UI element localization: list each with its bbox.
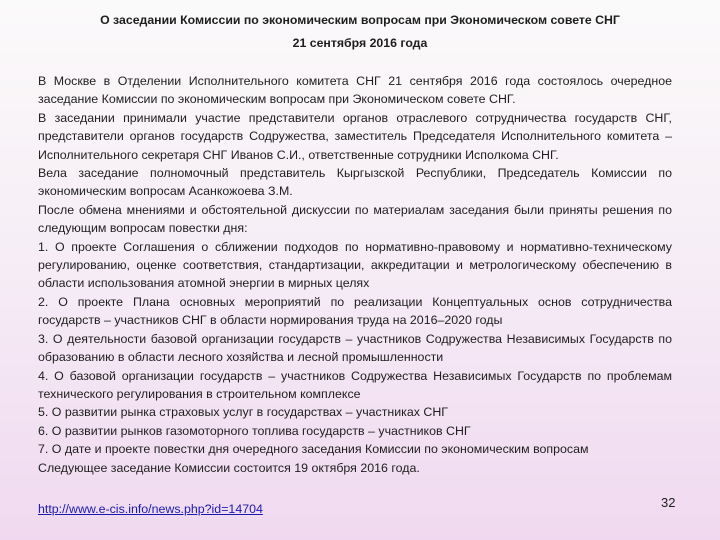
agenda-item-3: 3. О деятельности базовой организации государств – участников Содружества Независимых Государств по образованию в области лесного хозяйства и лесной промышленности <box>38 331 672 365</box>
paragraph-meeting-held: В Москве в Отделении Исполнительного комитета СНГ 21 сентября 2016 года состоялось очередное заседание Комиссии по экономическим вопросам при Экономическом совете СНГ. <box>38 74 672 107</box>
slide-title <box>20 9 700 55</box>
agenda-item-7: 7. О дате и проекте повестки дня очередного заседания Комиссии по экономическим вопросам <box>38 442 589 457</box>
agenda-item-2: 2. О проекте Плана основных мероприятий по реализации Концептуальных основ сотрудничества государств – участников СНГ в области нормирования труда на 2016–2020 годы <box>38 294 672 328</box>
paragraph-decisions: После обмена мнениями и обстоятельной дискуссии по материалам заседания были приняты решения по следующим вопросам повестки дня: <box>38 202 672 236</box>
agenda-item-4: 4. О базовой организации государств – участников Содружества Независимых Государств по проблемам технического регулирования в строительном комплексе <box>38 368 672 401</box>
agenda-item-6: 6. О развитии рынков газомоторного топлива государств – участников СНГ <box>38 423 471 438</box>
source-link[interactable]: http://www.e-cis.info/news.php?id=14704 <box>38 502 263 516</box>
paragraph-participants: В заседании принимали участие представители органов отраслевого сотрудничества государств СНГ, представители органов государств Содружества, заместитель Председателя Исполнительного комитета – Исполнительного секретаря СНГ Иванов С.И., ответственные сотрудники Исполкома СНГ. <box>38 110 672 162</box>
agenda-item-5: 5. О развитии рынка страховых услуг в государствах – участниках СНГ <box>38 405 449 420</box>
source-link-row <box>38 500 263 518</box>
agenda-item-1: 1. О проекте Соглашения о сближении подходов по нормативно-правовому и нормативно-техническому регулированию, оценке соответствия, стандартизации, аккредитации и метрологическому обеспечению в области использования атомной энергии в мирных целях <box>38 239 672 291</box>
paragraph-chair: Вела заседание полномочный представитель Кыргызской Республики, Председатель Комиссии по экономическим вопросам Асанкожоева З.М. <box>38 166 672 199</box>
title-date: 21 сентября 2016 года <box>292 36 428 50</box>
body-text <box>38 72 672 477</box>
page-number: 32 <box>661 495 676 510</box>
paragraph-next-meeting: Следующее заседание Комиссии состоится 19 октября 2016 года. <box>38 460 420 475</box>
title-line-1: О заседании Комиссии по экономическим вопросам при Экономическом совете СНГ <box>100 13 620 27</box>
